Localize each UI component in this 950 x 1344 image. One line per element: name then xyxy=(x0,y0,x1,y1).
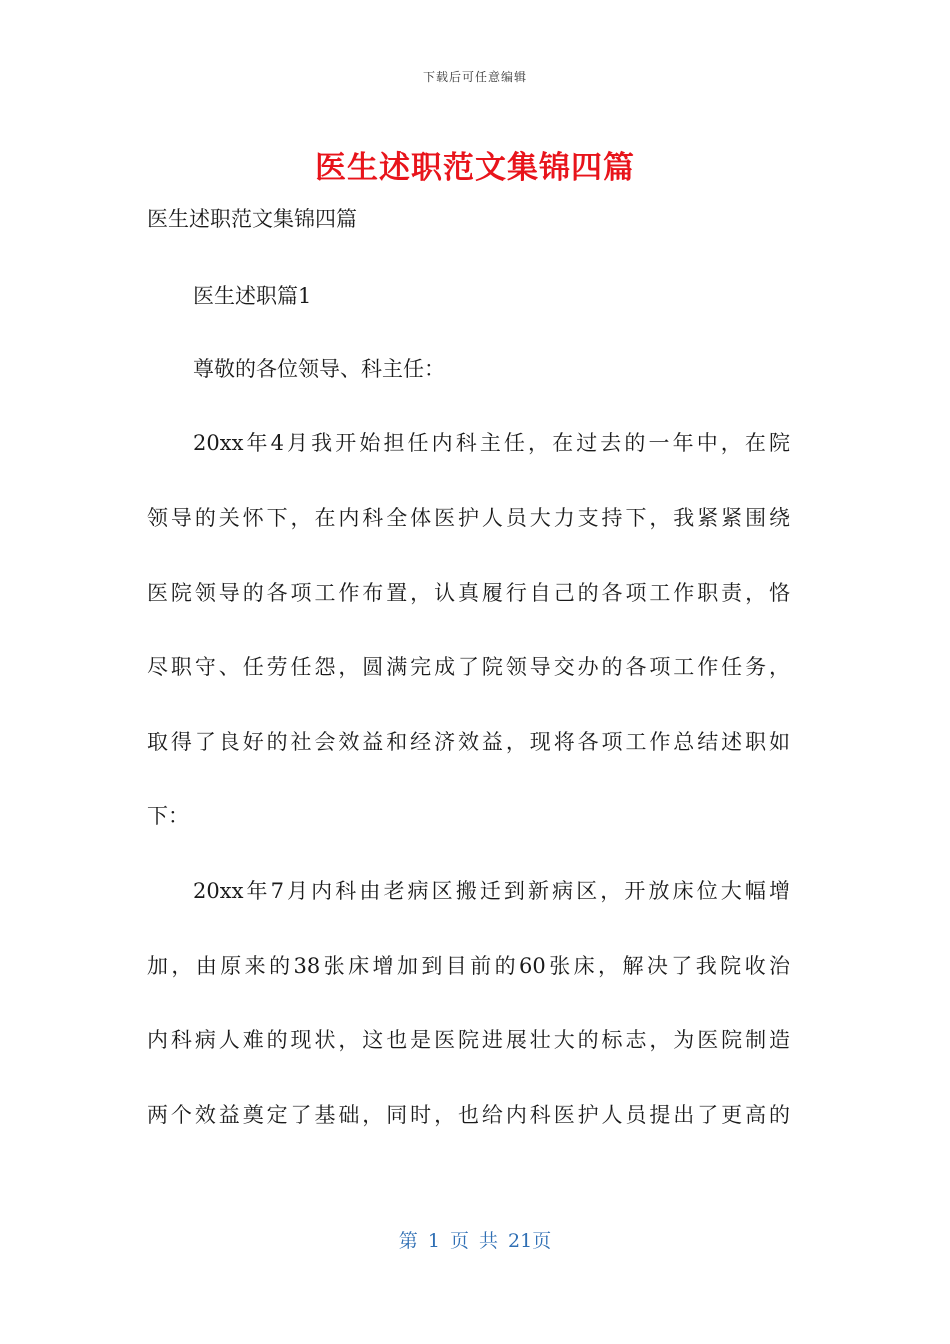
paragraph-line: 下： xyxy=(147,804,189,828)
salutation: 尊敬的各位领导、科主任： xyxy=(193,357,445,381)
paragraph-line: 医院领导的各项工作布置，认真履行自己的各项工作职责，恪 xyxy=(147,581,790,605)
paragraph-line: 内科病人难的现状，这也是医院进展壮大的标志，为医院制造 xyxy=(147,1028,790,1052)
document-subtitle: 医生述职范文集锦四篇 xyxy=(147,207,357,231)
paragraph-line: 尽职守、任劳任怨，圆满完成了院领导交办的各项工作任务， xyxy=(147,655,790,679)
paragraph-line: 领导的关怀下，在内科全体医护人员大力支持下，我紧紧围绕 xyxy=(147,506,790,530)
paragraph-line: 加，由原来的38张床增加到目前的60张床，解决了我院收治 xyxy=(147,954,790,978)
page-footer: 第 1 页 共 21页 xyxy=(398,1230,552,1252)
paragraph-line: 20xx年7月内科由老病区搬迁到新病区，开放床位大幅增 xyxy=(193,879,790,903)
paragraph-line: 两个效益奠定了基础，同时，也给内科医护人员提出了更高的 xyxy=(147,1103,790,1127)
document-title: 医生述职范文集锦四篇 xyxy=(315,150,635,186)
paragraph-line: 20xx年4月我开始担任内科主任，在过去的一年中，在院 xyxy=(193,431,790,455)
paragraph-line: 取得了良好的社会效益和经济效益，现将各项工作总结述职如 xyxy=(147,730,790,754)
section-heading: 医生述职篇1 xyxy=(193,284,312,308)
header-note: 下载后可任意编辑 xyxy=(422,70,527,84)
